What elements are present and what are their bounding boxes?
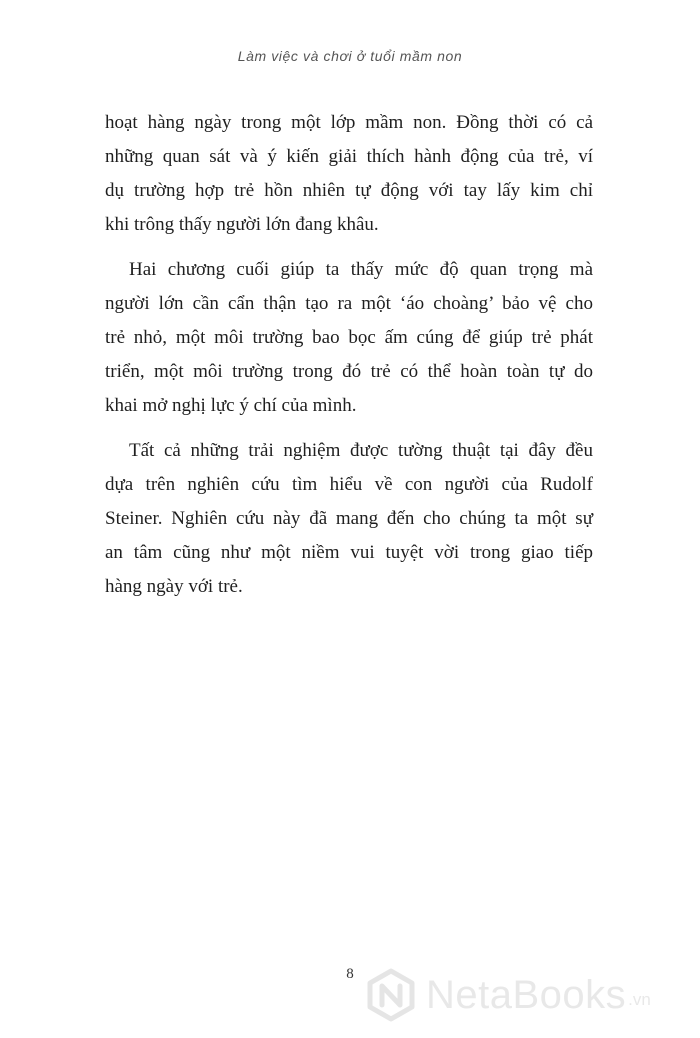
text-line: Tất cả những trải nghiệm được tường thuật tại đây đều xyxy=(129,440,593,461)
text-line: hoạt hàng ngày trong một lớp mầm non. Đồng thời có cả xyxy=(105,112,593,133)
text-line: khi trông thấy người lớn đang khâu. xyxy=(105,214,379,235)
text-line: những quan sát và ý kiến giải thích hành động của trẻ, ví xyxy=(105,146,593,167)
text-line: triển, một môi trường trong đó trẻ có thể hoàn toàn tự do xyxy=(105,361,593,382)
netabooks-logo-icon xyxy=(364,968,418,1022)
text-line: hàng ngày với trẻ. xyxy=(105,576,243,597)
paragraph-3 xyxy=(105,434,593,604)
paragraph-1 xyxy=(105,106,593,242)
body-text xyxy=(105,106,593,615)
text-line: dụ trường hợp trẻ hồn nhiên tự động với tay lấy kim chỉ xyxy=(105,180,593,201)
text-line: người lớn cần cẩn thận tạo ra một ‘áo choàng’ bảo vệ cho xyxy=(105,293,593,314)
text-line: khai mở nghị lực ý chí của mình. xyxy=(105,395,357,416)
watermark-suffix: .vn xyxy=(628,990,651,1009)
text-line: trẻ nhỏ, một môi trường bao bọc ấm cúng để giúp trẻ phát xyxy=(105,327,593,348)
text-line: dựa trên nghiên cứu tìm hiểu về con người của Rudolf xyxy=(105,474,593,495)
text-line: Steiner. Nghiên cứu này đã mang đến cho chúng ta một sự xyxy=(105,508,593,529)
text-line: Hai chương cuối giúp ta thấy mức độ quan trọng mà xyxy=(129,259,593,280)
page-number: 8 xyxy=(346,966,354,982)
text-line: an tâm cũng như một niềm vui tuyệt vời trong giao tiếp xyxy=(105,542,593,563)
running-header: Làm việc và chơi ở tuổi mầm non xyxy=(237,48,463,64)
paragraph-2 xyxy=(105,253,593,423)
watermark xyxy=(364,964,651,1026)
watermark-brand: NetaBooks xyxy=(426,972,627,1017)
